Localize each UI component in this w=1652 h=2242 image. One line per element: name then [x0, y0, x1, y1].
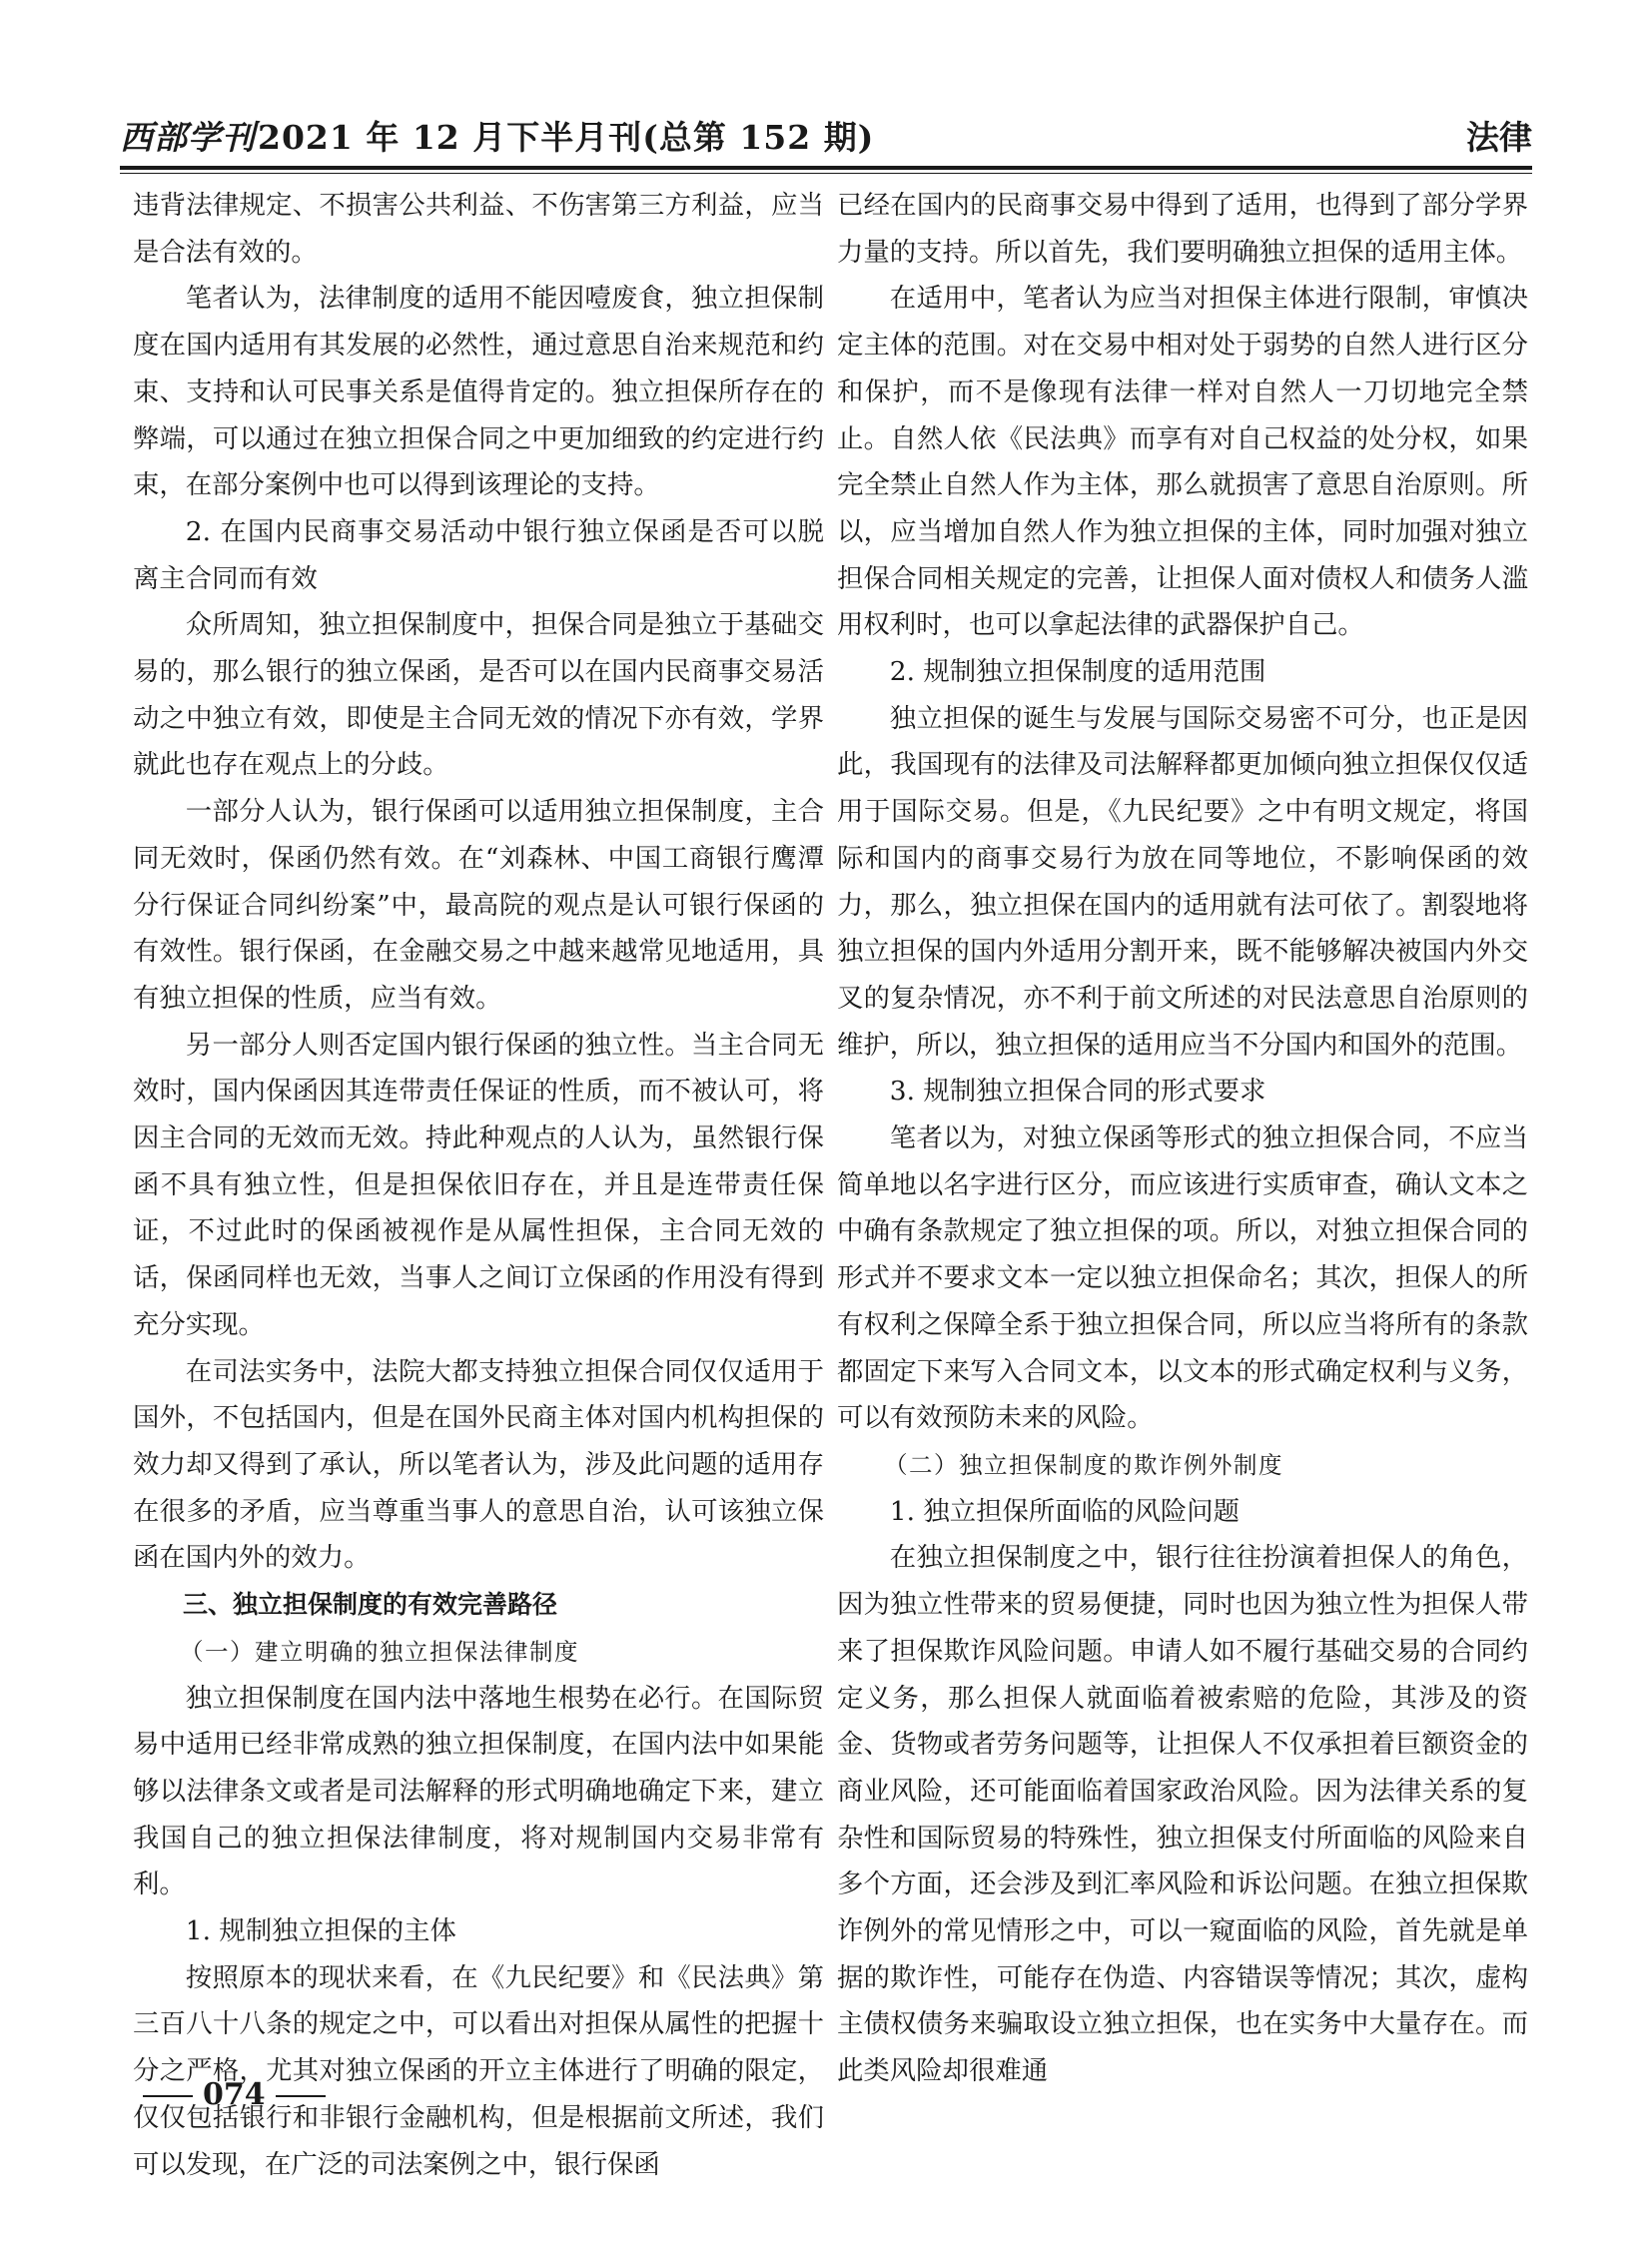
- subsection-heading: （一）建立明确的独立担保法律制度: [180, 1637, 579, 1666]
- paragraph: 在司法实务中，法院大都支持独立担保合同仅仅适用于国外，不包括国内，但是在国外民商主体对国内机构担保的效力却又得到了承认，所以笔者认为，涉及此问题的适用存在很多的矛盾，应当尊重当事人的意思自治，认可该独立保函在国内外的效力。: [133, 1355, 824, 1574]
- running-header: [120, 112, 1532, 164]
- page-footer: [133, 2077, 336, 2112]
- paragraph: 按照原本的现状来看，在《九民纪要》和《民法典》第三百八十八条的规定之中，可以看出对担保从属性的把握十分之严格，尤其对独立保函的开立主体进行了明确的限定，仅仅包括银行和非银行金融机构，但是根据前文所述，我们可以发现，在广泛的司法案例之中，银行保函: [133, 1961, 824, 2180]
- numbered-heading: 2. 规制独立担保制度的适用范围: [889, 656, 1266, 688]
- paragraph: 独立担保制度在国内法中落地生根势在必行。在国际贸易中适用已经非常成熟的独立担保制度，在国内法中如果能够以法律条文或者是司法解释的形式明确地确定下来，建立我国自己的独立担保法律制度，将对规制国内交易非常有利。: [133, 1682, 824, 1900]
- footer-dash-left: [143, 2095, 193, 2097]
- paragraph: 众所周知，独立担保制度中，担保合同是独立于基础交易的，那么银行的独立保函，是否可以在国内民商事交易活动之中独立有效，即使是主合同无效的情况下亦有效，学界就此也存在观点上的分歧。: [133, 609, 824, 781]
- paragraph-continued: 违背法律规定、不损害公共利益、不伤害第三方利益，应当是合法有效的。: [133, 190, 824, 268]
- numbered-heading: 3. 规制独立担保合同的形式要求: [889, 1076, 1266, 1108]
- subsection-heading: （二）独立担保制度的欺诈例外制度: [884, 1450, 1283, 1479]
- header-rule-thick: [120, 166, 1532, 170]
- paragraph: 在适用中，笔者认为应当对担保主体进行限制，审慎决定主体的范围。对在交易中相对处于弱势的自然人进行区分和保护，而不是像现有法律一样对自然人一刀切地完全禁止。自然人依《民法典》而享有对自己权益的处分权，如果完全禁止自然人作为主体，那么就损害了意思自治原则。所以，应当增加自然人作为独立担保的主体，同时加强对独立担保合同相关规定的完善，让担保人面对债权人和债务人滥用权利时，也可以拿起法律的武器保护自己。: [837, 283, 1528, 641]
- page-number: 074: [203, 2077, 266, 2112]
- numbered-heading: 1. 规制独立担保的主体: [185, 1915, 456, 1947]
- right-column: [837, 183, 1528, 2095]
- paragraph: 笔者以为，对独立保函等形式的独立担保合同，不应当简单地以名字进行区分，而应该进行实质审查，确认文本之中确有条款规定了独立担保的项。所以，对独立担保合同的形式并不要求文本一定以独立担保命名；其次，担保人的所有权利之保障全系于独立担保合同，所以应当将所有的条款都固定下来写入合同文本，以文本的形式确定权利与义务，可以有效预防未来的风险。: [837, 1122, 1528, 1434]
- paragraph: 笔者认为，法律制度的适用不能因噎废食，独立担保制度在国内适用有其发展的必然性，通过意思自治来规范和约束、支持和认可民事关系是值得肯定的。独立担保所存在的弊端，可以通过在独立担保合同之中更加细致的约定进行约束，在部分案例中也可以得到该理论的支持。: [133, 283, 824, 501]
- section-heading: 三、独立担保制度的有效完善路径: [183, 1590, 558, 1620]
- issue-info: 2021 年 12 月下半月刊(总第 152 期): [258, 118, 875, 157]
- journal-logo: 西部学刊: [120, 118, 256, 157]
- paragraph: 另一部分人则否定国内银行保函的独立性。当主合同无效时，国内保函因其连带责任保证的性质，而不被认可，将因主合同的无效而无效。持此种观点的人认为，虽然银行保函不具有独立性，但是担保依旧存在，并且是连带责任保证，不过此时的保函被视作是从属性担保，主合同无效的话，保函同样也无效，当事人之间订立保函的作用没有得到充分实现。: [133, 1029, 824, 1340]
- numbered-heading: 1. 独立担保所面临的风险问题: [889, 1495, 1240, 1527]
- numbered-heading: 2. 在国内民商事交易活动中银行独立保函是否可以脱离主合同而有效: [133, 515, 824, 594]
- paragraph-continued: 已经在国内的民商事交易中得到了适用，也得到了部分学界力量的支持。所以首先，我们要明确独立担保的适用主体。: [837, 190, 1528, 268]
- header-rule-thin: [120, 173, 1532, 174]
- paragraph: 在独立担保制度之中，银行往往扮演着担保人的角色，因为独立性带来的贸易便捷，同时也因为独立性为担保人带来了担保欺诈风险问题。申请人如不履行基础交易的合同约定义务，那么担保人就面临着被索赔的危险，其涉及的资金、货物或者劳务问题等，让担保人不仅承担着巨额资金的商业风险，还可能面临着国家政治风险。因为法律关系的复杂性和国际贸易的特殊性，独立担保支付所面临的风险来自多个方面，还会涉及到汇率风险和诉讼问题。在独立担保欺诈例外的常见情形之中，可以一窥面临的风险，首先就是单据的欺诈性，可能存在伪造、内容错误等情况；其次，虚构主债权债务来骗取设立独立担保，也在实务中大量存在。而此类风险却很难通: [837, 1542, 1528, 2087]
- paragraph: 独立担保的诞生与发展与国际交易密不可分，也正是因此，我国现有的法律及司法解释都更加倾向独立担保仅仅适用于国际交易。但是，《九民纪要》之中有明文规定，将国际和国内的商事交易行为放在同等地位，不影响保函的效力，那么，独立担保在国内的适用就有法可依了。割裂地将独立担保的国内外适用分割开来，既不能够解决被国内外交叉的复杂情况，亦不利于前文所述的对民法意思自治原则的维护，所以，独立担保的适用应当不分国内和国外的范围。: [837, 702, 1528, 1061]
- left-column: [133, 183, 824, 2188]
- section-tag: 法律: [1466, 118, 1532, 157]
- paragraph: 一部分人认为，银行保函可以适用独立担保制度，主合同无效时，保函仍然有效。在“刘森林、中国工商银行鹰潭分行保证合同纠纷案”中，最高院的观点是认可银行保函的有效性。银行保函，在金融交易之中越来越常见地适用，具有独立担保的性质，应当有效。: [133, 796, 824, 1014]
- footer-dash-right: [276, 2095, 326, 2097]
- journal-info: [120, 112, 874, 159]
